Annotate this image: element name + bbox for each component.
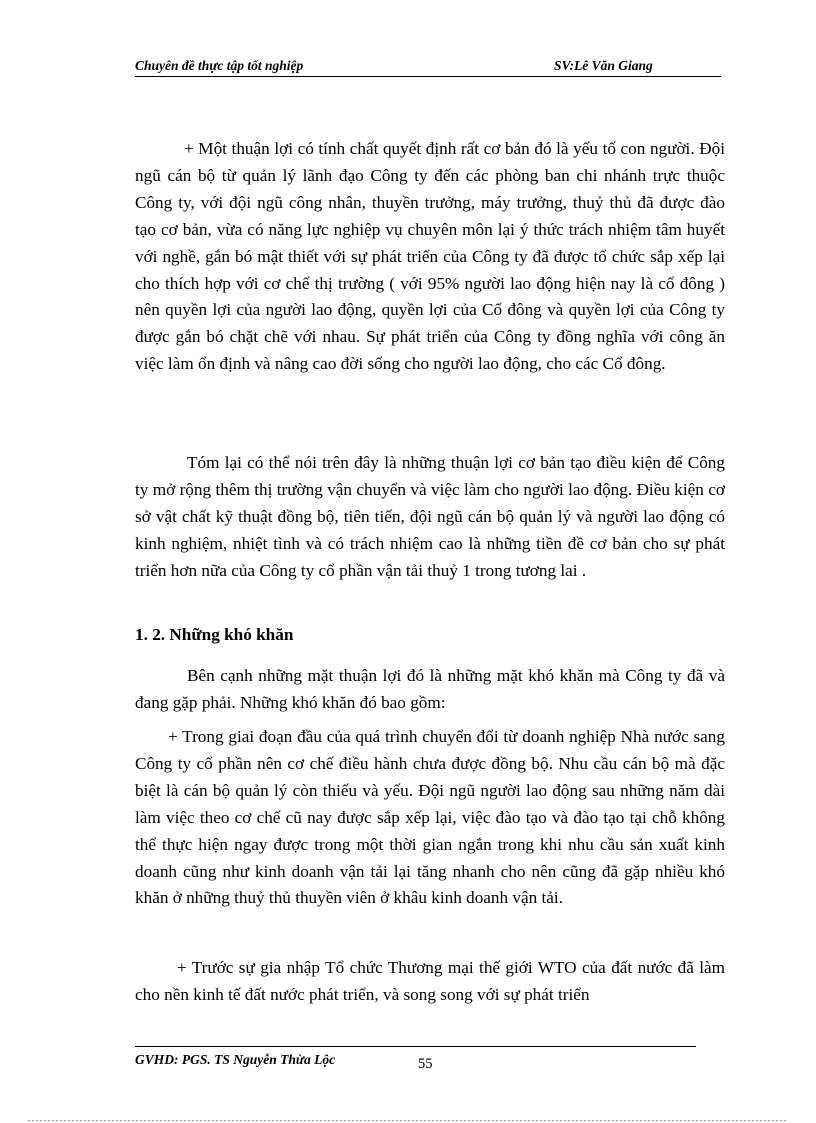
paragraph-difficulty-transition: + Trong giai đoạn đầu của quá trình chuyển đổi từ doanh nghiệp Nhà nước sang Công ty cổ phần nên cơ chế điều hành chưa được đồng bộ. Nhu cầu cán bộ mà đặc biệt là cán bộ quản lý còn thiếu và yếu. Đội ngũ người lao động sau những năm dài làm việc theo cơ chế cũ nay được sắp xếp lại, việc đào tạo và đào tạo tại chỗ không thể thực hiện ngay được trong một thời gian ngắn trong khi nhu cầu sản xuất kinh doanh cũng như kinh doanh vận tải lại tăng nhanh cho nên cũng đã gặp nhiều khó khăn ở những thuỷ thủ thuyền viên ở khâu kinh doanh vận tải. [135,727,725,908]
paragraph-difficulty-wto: + Trước sự gia nhập Tổ chức Thương mại thế giới WTO của đất nước đã làm cho nền kinh tế đất nước phát triển, và song song với sự phát triển [135,958,725,1004]
paragraph-summary: Tóm lại có thể nói trên đây là những thuận lợi cơ bản tạo điều kiện để Công ty mở rộng thêm thị trường vận chuyển và việc làm cho người lao động. Điều kiện cơ sở vật chất kỹ thuật đồng bộ, tiên tiến, đội ngũ cán bộ quản lý và người lao động có kinh nghiệm, nhiệt tình và có trách nhiệm cao là những tiền đề cơ bản cho sự phát triển hơn nữa của Công ty cổ phần vận tải thuỷ 1 trong tương lai . [135,453,725,580]
paragraph-human-factor: + Một thuận lợi có tính chất quyết định rất cơ bản đó là yếu tố con người. Đội ngũ cán bộ từ quản lý lãnh đạo Công ty đến các phòng ban chi nhánh trực thuộc Công ty, với đội ngũ công nhân, thuyền trưởng, máy trưởng, thuỷ thủ đã được đào tạo cơ bản, vừa có năng lực nghiệp vụ chuyên môn lại ý thức trách nhiệm tâm huyết với nghề, gắn bó mật thiết với sự phát triển của Công ty đã được tổ chức sắp xếp lại cho thích hợp với cơ chế thị trường ( với 95% người lao động hiện nay là cổ đông ) nên quyền lợi của người lao động, quyền lợi của Cổ đông và quyền lợi của Công ty được gắn bó chặt chẽ với nhau. Sự phát triển của Công ty đồng nghĩa với công ăn việc làm ổn định và nâng cao đời sống cho người lao động, cho các Cổ đông. [135,139,725,374]
header-title: Chuyên đề thực tập tốt nghiệp [135,58,304,73]
page-number: 55 [418,1056,433,1072]
page-header [135,56,721,77]
header-student: SV:Lê Văn Giang [554,58,653,73]
footer-rule [135,1046,696,1047]
footer-advisor: GVHD: PGS. TS Nguyễn Thừa Lộc [135,1052,336,1067]
section-heading: 1. 2. Những khó khăn [135,625,294,644]
page-bottom-dotted-border [28,1120,788,1121]
paragraph-difficulties-intro: Bên cạnh những mặt thuận lợi đó là những mặt khó khăn mà Công ty đã và đang gặp phải. Những khó khăn đó bao gồm: [135,666,725,712]
